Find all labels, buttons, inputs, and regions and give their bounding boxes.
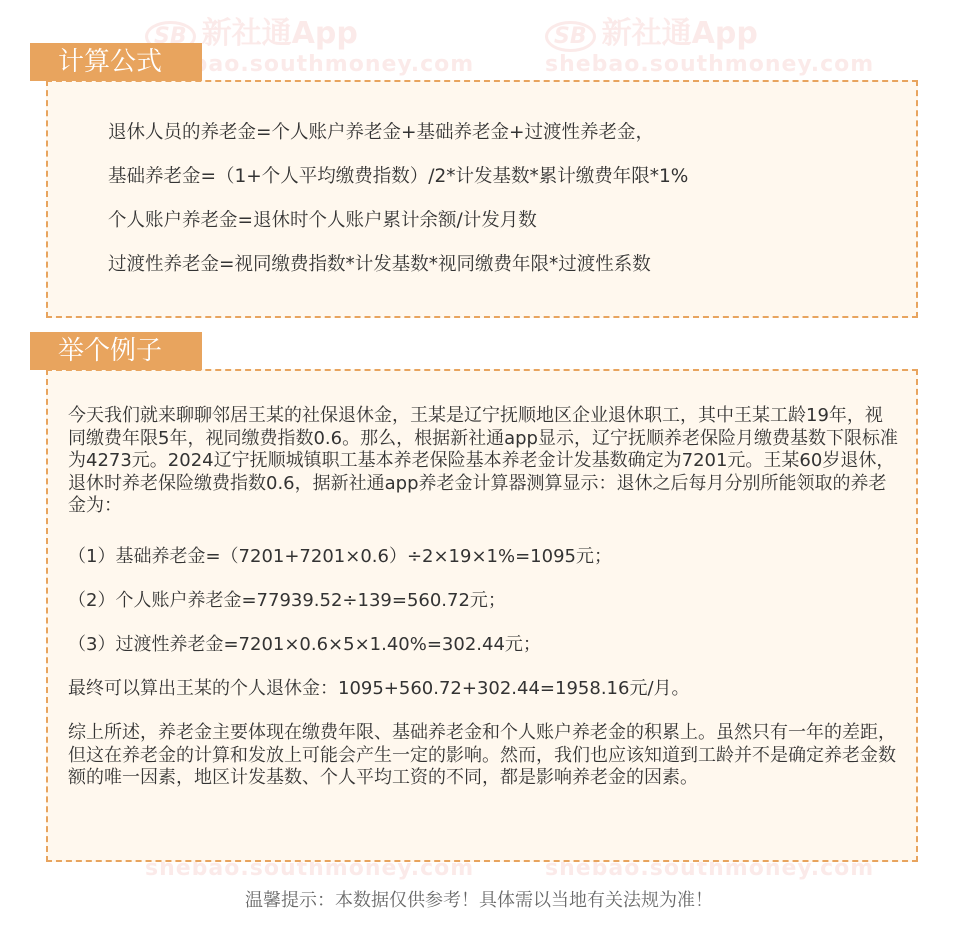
- formula-line-2: 基础养老金=（1+个人平均缴费指数）/2*计发基数*累计缴费年限*1%: [108, 166, 689, 187]
- section-title-example: 举个例子: [30, 332, 202, 370]
- formula-box: [46, 80, 918, 318]
- example-intro: 今天我们就来聊聊邻居王某的社保退休金，王某是辽宁抚顺地区企业退休职工，其中王某工龄19年，视同缴费年限5年，视同缴费指数0.6。那么，根据新社通app显示，辽宁抚顺养老保险月缴费基数下限标准为4273元。2024辽宁抚顺城镇职工基本养老保险基本养老金计发基数确定为7201元。王某60岁退休，退休时养老保险缴费指数0.6，据新社通app养老金计算器测算显示：退休之后每月分别所能领取的养老金为：: [68, 405, 898, 516]
- footer-tip: 温馨提示：本数据仅供参考！具体需以当地有关法规为准！: [245, 890, 713, 911]
- watermark-brand: 新社通App: [601, 16, 758, 51]
- watermark-url: shebao.southmoney.com: [145, 52, 475, 77]
- watermark-logo: SB: [545, 21, 596, 52]
- formula-line-3: 个人账户养老金=退休时个人账户累计余额/计发月数: [108, 210, 537, 231]
- example-summary: 综上所述，养老金主要体现在缴费年限、基础养老金和个人账户养老金的积累上。虽然只有一年的差距，但这在养老金的计算和发放上可能会产生一定的影响。然而，我们也应该知道到工龄并不是确定养老金数额的唯一因素，地区计发基数、个人平均工资的不同，都是影响养老金的因素。: [68, 722, 896, 788]
- watermark-url: shebao.southmoney.com: [145, 856, 475, 881]
- formula-line-4: 过渡性养老金=视同缴费指数*计发基数*视同缴费年限*过渡性系数: [108, 254, 651, 275]
- section-title-formula: 计算公式: [30, 43, 202, 81]
- watermark: [545, 8, 874, 77]
- example-item-3: （3）过渡性养老金=7201×0.6×5×1.40%=302.44元；: [68, 634, 541, 655]
- example-box: [46, 369, 918, 862]
- formula-line-1: 退休人员的养老金=个人账户养老金+基础养老金+过渡性养老金，: [108, 122, 655, 143]
- watermark-url: shebao.southmoney.com: [545, 856, 875, 881]
- example-item-2: （2）个人账户养老金=77939.52÷139=560.72元；: [68, 590, 506, 611]
- example-result: 最终可以算出王某的个人退休金：1095+560.72+302.44=1958.16元/月。: [68, 678, 690, 699]
- example-item-1: （1）基础养老金=（7201+7201×0.6）÷2×19×1%=1095元；: [68, 546, 612, 567]
- watermark-url: shebao.southmoney.com: [545, 52, 875, 77]
- watermark-brand: 新社通App: [201, 16, 358, 51]
- watermark-logo: SB: [145, 21, 196, 52]
